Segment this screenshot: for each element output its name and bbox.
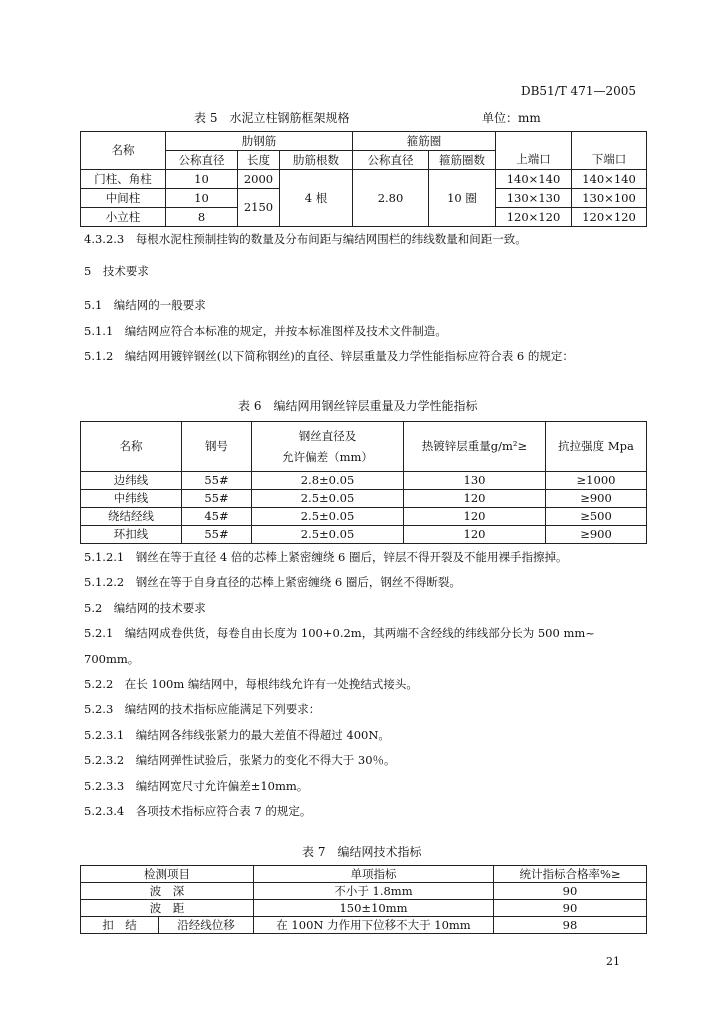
table6 <box>80 421 647 544</box>
table6-header-zinc: 热镀锌层重量g/m²≥ <box>404 422 546 472</box>
table6-cell: 中纬线 <box>81 490 182 508</box>
table6-header-name: 名称 <box>81 422 182 472</box>
table5-cell: 中间柱 <box>81 189 166 208</box>
section-heading-5: 5 技术要求 <box>84 264 149 278</box>
table5 <box>80 131 647 227</box>
page-number: 21 <box>606 955 620 968</box>
table5-cell: 2.80 <box>353 170 429 227</box>
table6-cell: 2.5±0.05 <box>252 526 404 544</box>
table7-header-rate: 统计指标合格率%≥ <box>494 866 647 883</box>
table6-cell: 130 <box>404 472 546 490</box>
paragraph-5-2-3-3: 5.2.3.3 编结网宽尺寸允许偏差±10mm。 <box>84 779 309 793</box>
table5-cell: 2000 <box>238 170 280 189</box>
table5-header-diameter: 公称直径 <box>353 151 429 170</box>
paragraph-5-1-2-2: 5.1.2.2 钢丝在等于自身直径的芯棒上紧密缠绕 6 圈后，钢丝不得断裂。 <box>84 575 461 589</box>
table5-header-top-end: 上端口 <box>496 151 572 170</box>
table6-header-grade: 钢号 <box>182 422 252 472</box>
table5-cell: 120×120 <box>496 208 572 227</box>
table6-cell: 55# <box>182 526 252 544</box>
table6-header-diameter-line1: 钢丝直径及 <box>298 428 357 443</box>
table6-cell: 120 <box>404 526 546 544</box>
table5-cell: 140×140 <box>496 170 572 189</box>
table5-header-rib: 肋钢筋 <box>166 132 353 151</box>
table6-caption: 表 6 编结网用钢丝锌层重量及力学性能指标 <box>238 399 478 413</box>
table5-cell: 小立柱 <box>81 208 166 227</box>
table6-cell: 120 <box>404 490 546 508</box>
table5-header-stirrup: 箍筋圈 <box>353 132 496 151</box>
table6-header-tensile: 抗拉强度 Mpa <box>546 422 647 472</box>
table6-cell: ≥1000 <box>546 472 647 490</box>
table6-cell: 2.5±0.05 <box>252 508 404 526</box>
table7-cell: 在 100N 力作用下位移不大于 10mm <box>254 917 494 934</box>
paragraph-5-1-2-1: 5.1.2.1 钢丝在等于直径 4 倍的芯棒上紧密缠绕 6 圈后，锌层不得开裂及不能用裸手指擦掉。 <box>84 550 568 564</box>
table7-caption: 表 7 编结网技术指标 <box>302 845 422 859</box>
paragraph-5-1-1: 5.1.1 编结网应符合本标准的规定，并按本标准图样及技术文件制造。 <box>84 324 447 338</box>
table7-header-item: 检测项目 <box>81 866 254 883</box>
section-heading-5-2: 5.2 编结网的技术要求 <box>84 601 206 615</box>
table7-cell: 150±10mm <box>254 900 494 917</box>
paragraph-5-2-3-2: 5.2.3.2 编结网弹性试验后，张紧力的变化不得大于 30％。 <box>84 753 396 767</box>
table6-cell: ≥900 <box>546 490 647 508</box>
paragraph-5-2-3: 5.2.3 编结网的技术指标应能满足下列要求： <box>84 702 321 716</box>
table5-header-diameter: 公称直径 <box>166 151 238 170</box>
section-heading-5-1: 5.1 编结网的一般要求 <box>84 298 206 312</box>
table5-header-length: 长度 <box>238 151 280 170</box>
table5-header-stirrup-count: 箍筋圈数 <box>429 151 496 170</box>
table5-cell: 10 圈 <box>429 170 496 227</box>
table5-blank <box>496 132 572 151</box>
table7-cell: 不小于 1.8mm <box>254 883 494 900</box>
paragraph-5-2-3-4: 5.2.3.4 各项技术指标应符合表 7 的规定。 <box>84 804 312 818</box>
table6-cell: 45# <box>182 508 252 526</box>
table5-unit: 单位：mm <box>482 111 541 125</box>
table6-cell: 55# <box>182 472 252 490</box>
table7-header-indicator: 单项指标 <box>254 866 494 883</box>
standard-number: DB51/T 471—2005 <box>520 84 636 98</box>
table5-cell: 2150 <box>238 189 280 227</box>
table5-cell: 10 <box>166 189 238 208</box>
table6-cell: 55# <box>182 490 252 508</box>
table5-cell: 130×100 <box>572 189 647 208</box>
table5-cell: 130×130 <box>496 189 572 208</box>
paragraph-4-3-2-3: 4.3.2.3 每根水泥柱预制挂钩的数量及分布间距与编结网围栏的纬线数量和间距一致。 <box>84 232 527 246</box>
table6-cell: ≥900 <box>546 526 647 544</box>
table6-header-diameter <box>252 422 404 472</box>
table5-cell: 140×140 <box>572 170 647 189</box>
table6-cell: ≥500 <box>546 508 647 526</box>
paragraph-5-1-2: 5.1.2 编结网用镀锌钢丝(以下简称钢丝)的直径、锌层重量及力学性能指标应符合表 6 的规定： <box>84 349 574 363</box>
table7-cell: 98 <box>494 917 647 934</box>
table7-cell: 沿经线位移 <box>159 917 254 934</box>
table5-cell: 120×120 <box>572 208 647 227</box>
paragraph-5-2-3-1: 5.2.3.1 编结网各纬线张紧力的最大差值不得超过 400N。 <box>84 728 390 742</box>
table5-header-bottom-end: 下端口 <box>572 151 647 170</box>
table6-cell: 120 <box>404 508 546 526</box>
table7-cell: 90 <box>494 883 647 900</box>
table5-cell: 10 <box>166 170 238 189</box>
table5-cell: 门柱、角柱 <box>81 170 166 189</box>
table5-cell: 8 <box>166 208 238 227</box>
paragraph-5-2-2: 5.2.2 在长 100m 编结网中，每根纬线允许有一处挽结式接头。 <box>84 677 418 691</box>
table5-caption: 表 5 水泥立柱钢筋框架规格 <box>194 111 350 125</box>
table6-cell: 2.5±0.05 <box>252 490 404 508</box>
table7-cell: 波 深 <box>81 883 254 900</box>
table7-cell: 波 距 <box>81 900 254 917</box>
table6-cell: 环扣线 <box>81 526 182 544</box>
table5-blank <box>572 132 647 151</box>
table7 <box>80 865 647 934</box>
table5-header-name: 名称 <box>81 132 166 170</box>
table5-header-rib-count: 肋筋根数 <box>280 151 353 170</box>
table7-cell: 扣 结 <box>81 917 159 934</box>
paragraph-5-2-1: 5.2.1 编结网成卷供货，每卷自由长度为 100+0.2m，其两端不含经线的纬线部分长为 500 mm~ <box>84 626 595 640</box>
table5-cell: 4 根 <box>280 170 353 227</box>
table6-header-diameter-line2: 允许偏差（mm） <box>282 449 373 464</box>
paragraph-5-2-1-continued: 700mm。 <box>84 652 140 666</box>
table7-cell: 90 <box>494 900 647 917</box>
table6-cell: 2.8±0.05 <box>252 472 404 490</box>
table6-cell: 边纬线 <box>81 472 182 490</box>
table6-cell: 绕结经线 <box>81 508 182 526</box>
